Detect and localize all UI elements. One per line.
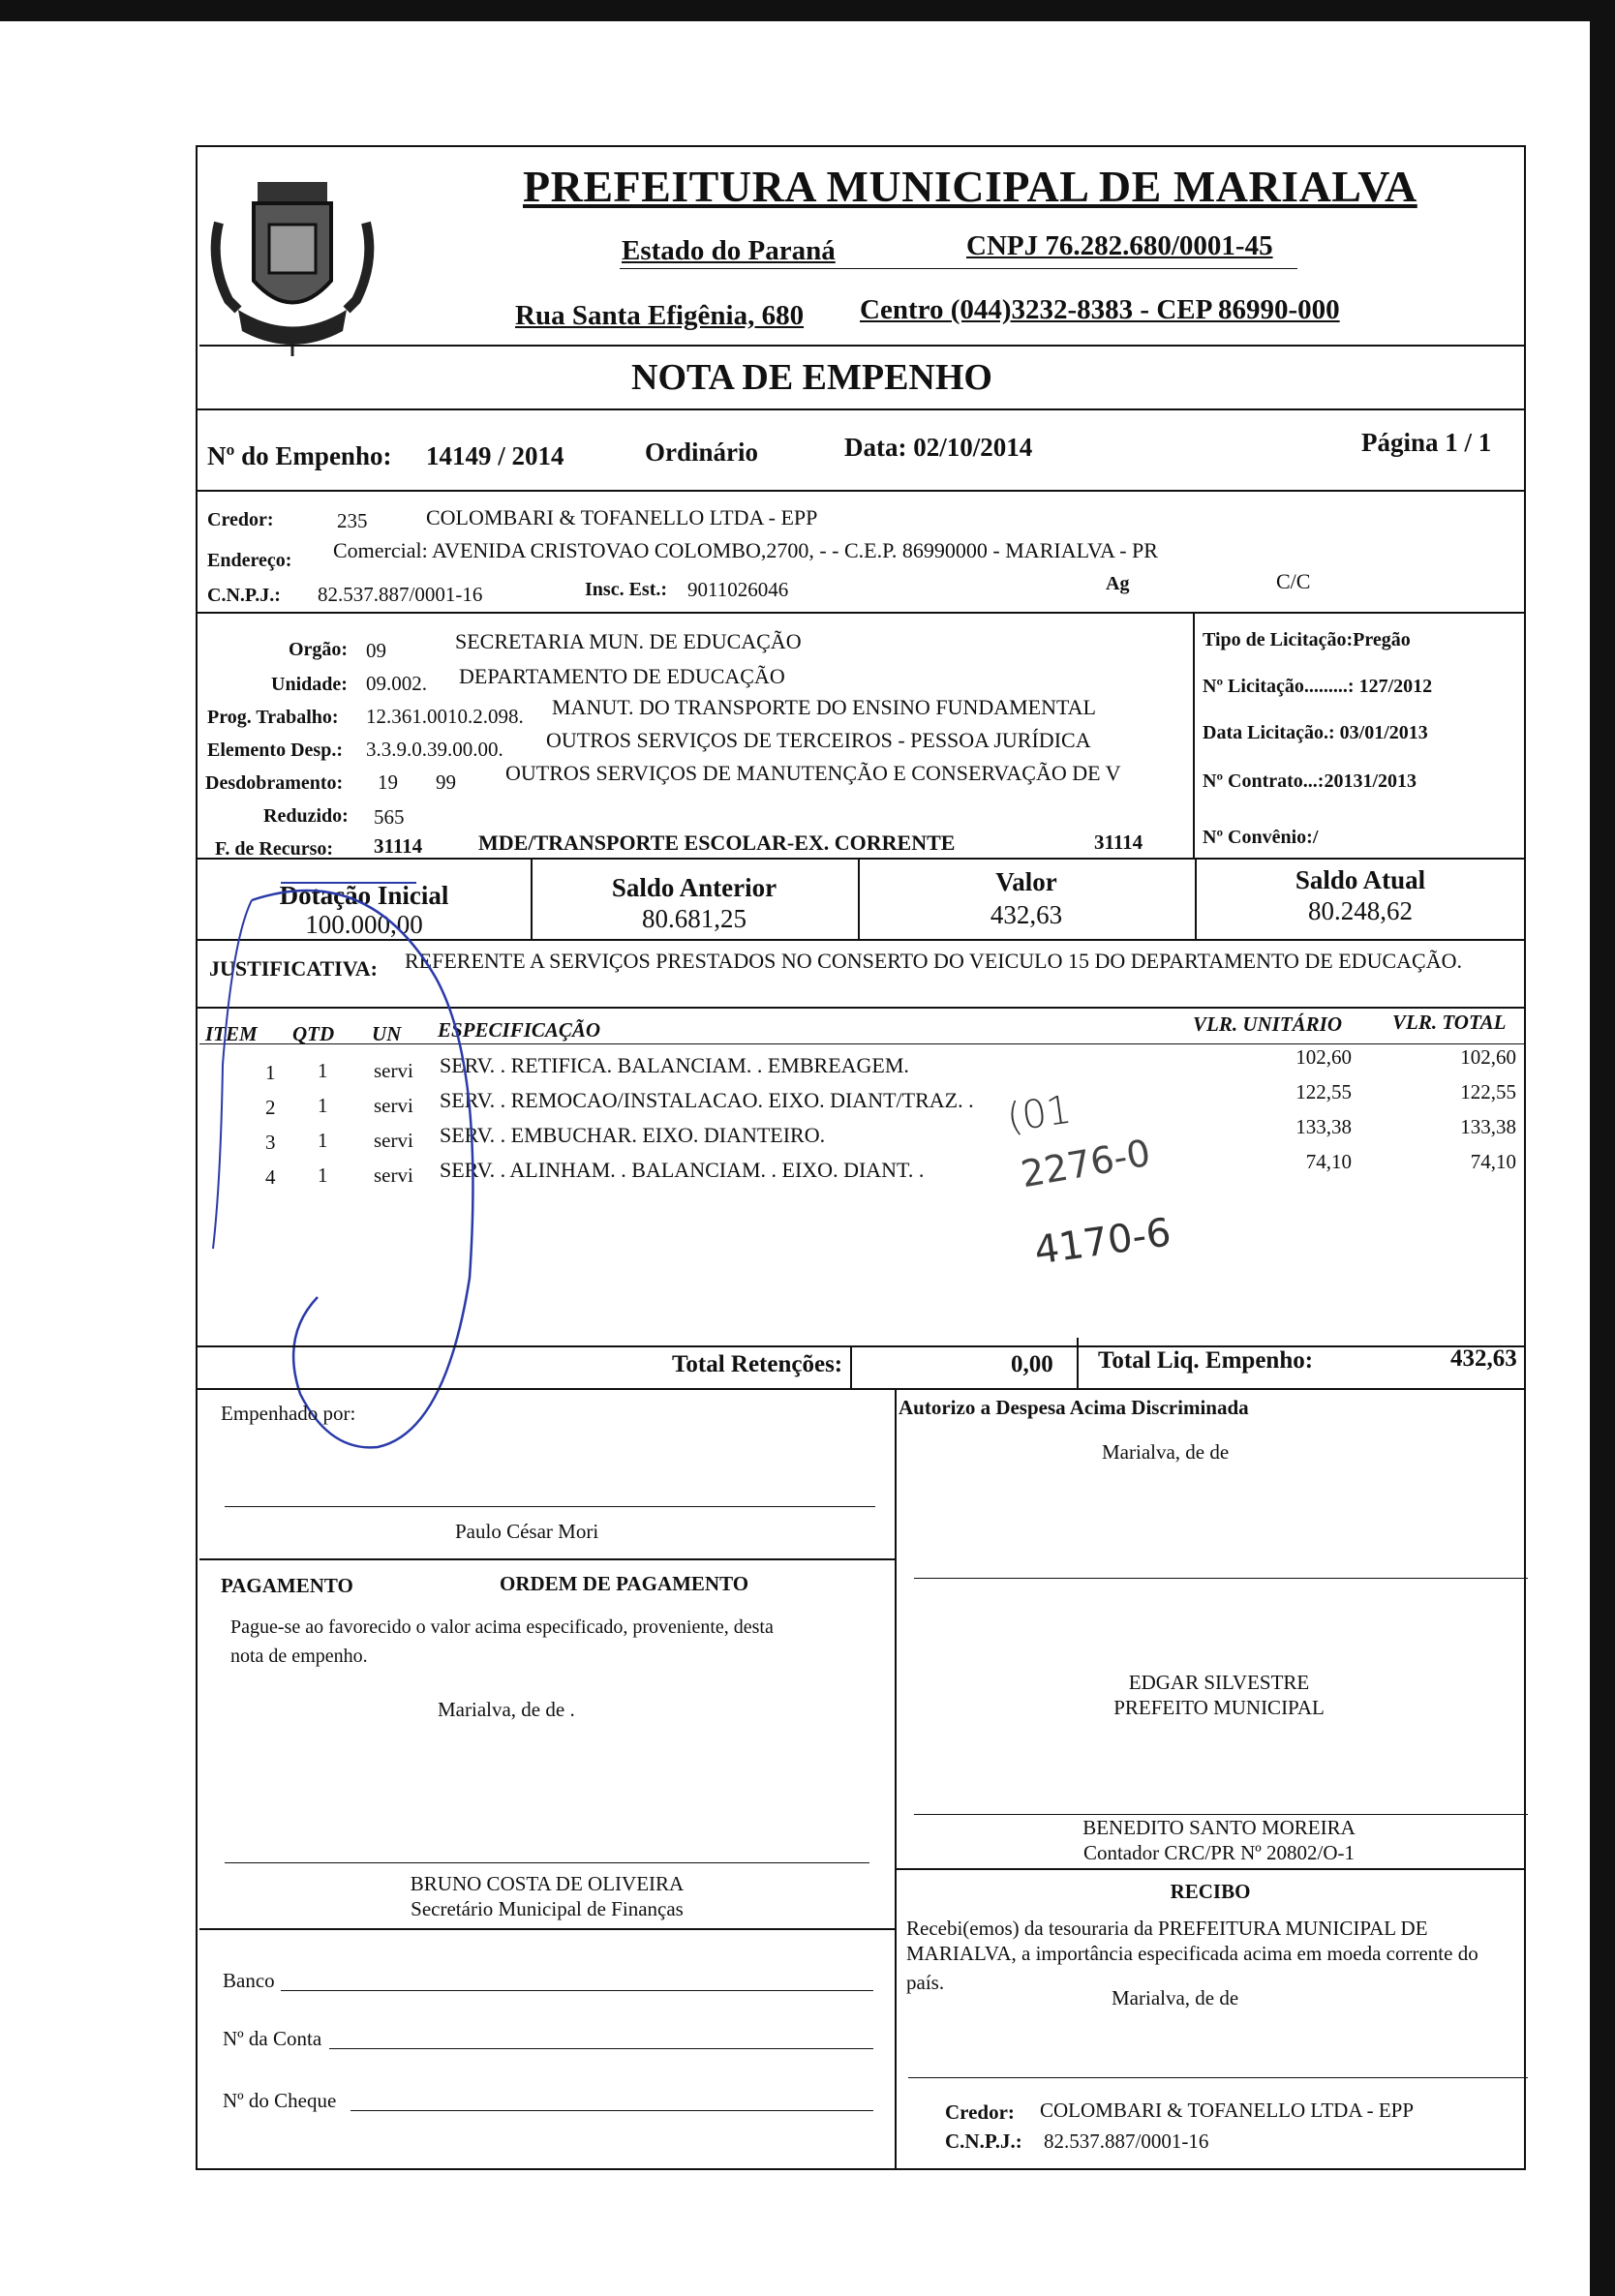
recibo-cnpj-value: 82.537.887/0001-16 [1044,2130,1209,2153]
item-qtd: 1 [318,1059,328,1082]
estado-underline [620,268,1297,269]
secretario-name: BRUNO COSTA DE OLIVEIRA [410,1872,685,1895]
lower-section-divider [895,1388,897,2170]
item-number: 4 [265,1165,276,1189]
banco-label: Banco [223,1969,275,1992]
conta-label: Nº da Conta [223,2027,322,2050]
address-street: Rua Santa Efigênia, 680 [515,300,805,331]
pagamento-label: PAGAMENTO [221,1574,353,1597]
empenhado-signature-line [225,1506,875,1507]
item-total-price: 133,38 [1460,1115,1516,1138]
handwritten-note-1: (01 [1004,1087,1075,1141]
empenho-number-value: 14149 / 2014 [426,441,564,470]
item-number: 3 [265,1131,276,1154]
item-unit: servi [374,1163,413,1187]
recibo-signature-line [908,2077,1528,2078]
unidade-code: 09.002. [366,672,427,695]
insc-label: Insc. Est.: [585,579,668,600]
pen-check-mark [194,871,658,1471]
coat-of-arms-logo [199,165,385,358]
dotacao-inicial-label: Dotação Inicial [279,881,449,910]
recibo-text-3: país. [906,1971,945,1994]
saldo-atual-label: Saldo Atual [1295,865,1426,894]
orgao-code: 09 [366,639,386,662]
empenho-date: Data: 02/10/2014 [844,433,1033,462]
endereco-value: Comercial: AVENIDA CRISTOVAO COLOMBO,2700, - - C.E.P. 86990000 - MARIALVA - PR [333,538,1158,562]
empenhado-por-label: Empenhado por: [221,1402,356,1425]
desdobramento-code2: 99 [436,770,456,794]
item-total-price: 102,60 [1460,1045,1516,1069]
recibo-credor-label: Credor: [945,2100,1015,2124]
pagamento-date-line: Marialva, de de . [438,1698,575,1721]
handwritten-note-3: 4170-6 [1031,1210,1174,1274]
valor-label: Valor [995,867,1057,896]
justificativa-text: REFERENTE A SERVIÇOS PRESTADOS NO CONSERTO DO VEICULO 15 DO DEPARTAMENTO DE EDUCAÇÃO. [405,949,1462,973]
doc-title: NOTA DE EMPENHO [631,357,992,398]
valor-value: 432,63 [990,900,1063,929]
scan-right-edge [1590,0,1615,2296]
item-unit: servi [374,1059,413,1082]
item-total-price: 74,10 [1470,1150,1516,1173]
empenho-number-label: Nº do Empenho: [207,441,392,470]
total-retencoes-label: Total Retenções: [672,1351,843,1377]
items-header-espec: ESPECIFICAÇÃO [438,1018,601,1042]
saldo-anterior-value: 80.681,25 [642,904,747,933]
contrato-number: Nº Contrato...:20131/2013 [1203,770,1417,792]
credor-label: Credor: [207,509,274,530]
prefeitura-title: PREFEITURA MUNICIPAL DE MARIALVA [523,162,1417,211]
licitacao-divider [1193,612,1195,860]
items-header-un: UN [372,1022,402,1045]
endereco-label: Endereço: [207,550,292,571]
pague-se-text-1: Pague-se ao favorecido o valor acima especificado, proveniente, desta [230,1616,774,1638]
item-unit-price: 122,55 [1295,1080,1352,1103]
autorizo-date-line: Marialva, de de [1102,1440,1230,1464]
ordem-pagamento-label: ORDEM DE PAGAMENTO [500,1572,749,1595]
totals-bottom-line [196,1388,1526,1390]
item-description: SERV. . REMOCAO/INSTALACAO. EIXO. DIANT/TRAZ. . [440,1088,974,1112]
recurso-name: MDE/TRANSPORTE ESCOLAR-EX. CORRENTE [478,831,956,855]
prefeito-role: PREFEITO MUNICIPAL [1113,1696,1325,1719]
recibo-date-line: Marialva, de de [1112,1986,1239,2009]
recibo-text-1: Recebi(emos) da tesouraria da PREFEITURA MUNICIPAL DE [906,1917,1428,1940]
empenhado-por-name: Paulo César Mori [455,1520,599,1543]
pague-se-text-2: nota de empenho. [230,1646,368,1667]
items-header-vtotal: VLR. TOTAL [1392,1011,1507,1034]
licitacao-tipo: Tipo de Licitação:Pregão [1203,629,1411,650]
prog-label: Prog. Trabalho: [207,707,339,728]
credor-separator [196,612,1526,614]
dotacao-inicial-value: 100.000,00 [305,910,423,939]
elemento-code: 3.3.9.0.39.00.00. [366,738,503,761]
item-total-price: 122,55 [1460,1080,1516,1103]
item-description: SERV. . EMBUCHAR. EIXO. DIANTEIRO. [440,1123,826,1147]
desdobramento-name: OUTROS SERVIÇOS DE MANUTENÇÃO E CONSERVAÇÃO DE V [505,761,1121,785]
total-retencoes-value: 0,00 [1011,1351,1053,1377]
totals-top-line [196,1345,1526,1347]
scan-top-edge [0,0,1615,21]
prog-code: 12.361.0010.2.098. [366,705,524,728]
header-separator [199,345,1524,347]
cnpj-prefeitura: CNPJ 76.282.680/0001-45 [966,230,1273,261]
convenio-number: Nº Convênio:/ [1203,827,1319,848]
saldo-anterior-label: Saldo Anterior [611,873,777,902]
totals-divider-2 [1077,1338,1079,1390]
agency-label: Ag [1106,573,1130,594]
item-unit-price: 102,60 [1295,1045,1352,1069]
secretario-signature-line [225,1862,869,1863]
elemento-name: OUTROS SERVIÇOS DE TERCEIROS - PESSOA JURÍDICA [546,728,1091,752]
item-description: SERV. . ALINHAM. . BALANCIAM. . EIXO. DIANT. . [440,1158,925,1182]
dotacao-separator [196,858,1526,860]
recibo-top-line [895,1868,1526,1870]
credor-code: 235 [337,509,368,532]
page-number: Página 1 / 1 [1361,428,1492,457]
desdobramento-code1: 19 [378,770,398,794]
contador-signature-line [914,1814,1528,1815]
items-header-vunit: VLR. UNITÁRIO [1193,1012,1343,1036]
secretario-role: Secretário Municipal de Finanças [411,1897,684,1920]
empenhado-bottom-line [199,1558,895,1560]
recibo-cnpj-label: C.N.P.J.: [945,2130,1022,2153]
item-qtd: 1 [318,1094,328,1117]
secretario-bottom-line [199,1928,895,1930]
recibo-title: RECIBO [1170,1880,1251,1903]
empenho-type: Ordinário [645,438,759,467]
item-number: 2 [265,1096,276,1119]
insc-value: 9011026046 [687,578,789,601]
item-qtd: 1 [318,1163,328,1187]
address-rest: Centro (044)3232-8383 - CEP 86990-000 [860,294,1340,325]
item-unit-price: 74,10 [1305,1150,1352,1173]
totals-divider-1 [850,1345,852,1390]
cheque-label: Nº do Cheque [223,2089,337,2112]
estado-label: Estado do Paraná [622,235,836,266]
licitacao-date: Data Licitação.: 03/01/2013 [1203,722,1428,743]
reduzido-value: 565 [374,805,405,829]
contador-name: BENEDITO SANTO MOREIRA [1082,1816,1356,1839]
recibo-credor-value: COLOMBARI & TOFANELLO LTDA - EPP [1040,2099,1415,2122]
account-label: C/C [1276,569,1311,593]
total-liquido-label: Total Liq. Empenho: [1098,1347,1314,1374]
cheque-field-line [350,2110,873,2111]
orgao-label: Orgão: [289,639,349,660]
autorizo-label: Autorizo a Despesa Acima Discriminada [899,1396,1249,1419]
prog-name: MANUT. DO TRANSPORTE DO ENSINO FUNDAMENTAL [552,695,1096,719]
unidade-name: DEPARTAMENTO DE EDUCAÇÃO [459,664,785,688]
contador-role: Contador CRC/PR Nº 20802/O-1 [1082,1841,1356,1864]
recurso-code-2: 31114 [1094,831,1143,854]
cnpj-label: C.N.P.J.: [207,585,281,606]
cnpj-value: 82.537.887/0001-16 [318,583,483,606]
recibo-text-2: MARIALVA, a importância especificada acima em moeda corrente do [906,1942,1478,1965]
justificativa-label: JUSTIFICATIVA: [209,956,379,981]
elemento-label: Elemento Desp.: [207,740,343,761]
prefeito-signature-line [914,1578,1528,1579]
item-unit: servi [374,1094,413,1117]
item-unit: servi [374,1129,413,1152]
reduzido-label: Reduzido: [263,805,349,827]
credor-name: COLOMBARI & TOFANELLO LTDA - EPP [426,505,818,529]
empenho-separator [196,490,1526,492]
items-header-item: ITEM [205,1022,258,1045]
handwritten-note-2: 2276-0 [1018,1131,1154,1196]
banco-field-line [281,1990,873,1991]
conta-field-line [329,2048,873,2049]
item-unit-price: 133,38 [1295,1115,1352,1138]
items-header-qtd: QTD [292,1022,335,1045]
item-qtd: 1 [318,1129,328,1152]
recurso-code: 31114 [374,834,423,858]
total-liquido-value: 432,63 [1450,1345,1517,1372]
prefeito-name: EDGAR SILVESTRE [1128,1671,1310,1694]
title-separator [196,408,1526,410]
recurso-label: F. de Recurso: [215,838,334,860]
orgao-name: SECRETARIA MUN. DE EDUCAÇÃO [455,629,802,653]
licitacao-number: Nº Licitação.........: 127/2012 [1203,676,1433,697]
item-number: 1 [265,1061,276,1084]
desdobramento-label: Desdobramento: [205,772,344,794]
saldo-atual-value: 80.248,62 [1308,896,1413,925]
unidade-label: Unidade: [271,674,348,695]
item-description: SERV. . RETIFICA. BALANCIAM. . EMBREAGEM. [440,1053,909,1077]
